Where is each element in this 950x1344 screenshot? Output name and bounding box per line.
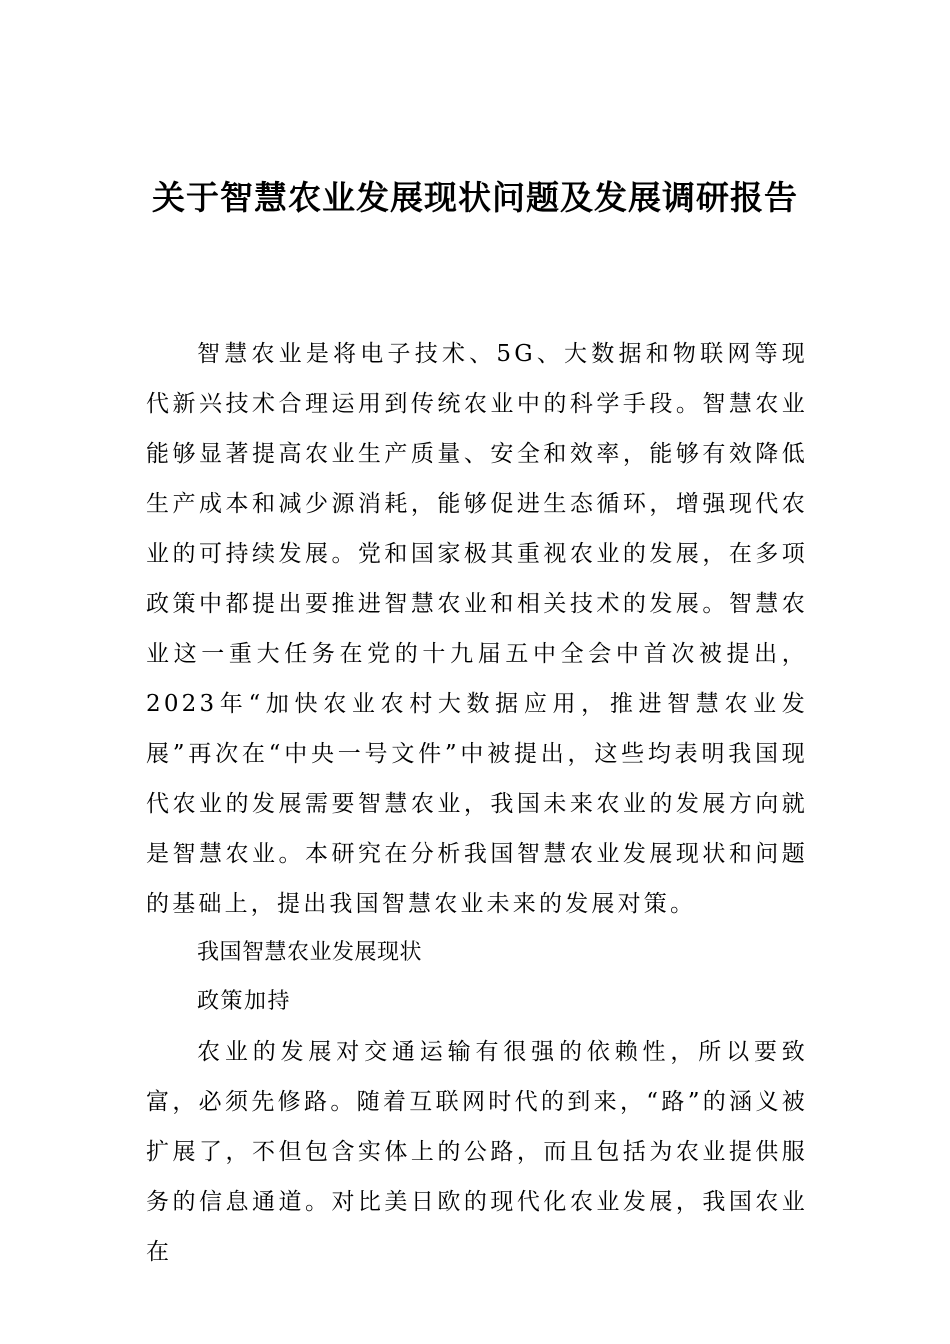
section-heading: 我国智慧农业发展现状 [197,940,423,965]
document-title: 关于智慧农业发展现状问题及发展调研报告 [152,178,798,217]
section-paragraph: 农业的发展对交通运输有很强的依赖性，所以要致富，必须先修路。随着互联网时代的到来，“路”的涵义被扩展了，不但包含实体上的公路，而且包括为农业提供服务的信息通道。对比美日欧的现代化农业发展，我国农业在 [146,1039,808,1265]
document-body [146,329,808,1277]
intro-paragraph: 智慧农业是将电子技术、5G、大数据和物联网等现代新兴技术合理运用到传统农业中的科学手段。智慧农业能够显著提高农业生产质量、安全和效率，能够有效降低生产成本和减少源消耗，能够促进生态循环，增强现代农业的可持续发展。党和国家极其重视农业的发展，在多项政策中都提出要推进智慧农业和相关技术的发展。智慧农业这一重大任务在党的十九届五中全会中首次被提出，2023年“加快农业农村大数据应用，推进智慧农业发展”再次在“中央一号文件”中被提出，这些均表明我国现代农业的发展需要智慧农业，我国未来农业的发展方向就是智慧农业。本研究在分析我国智慧农业发展现状和问题的基础上，提出我国智慧农业未来的发展对策。 [146,341,808,917]
subsection-heading: 政策加持 [197,989,292,1014]
